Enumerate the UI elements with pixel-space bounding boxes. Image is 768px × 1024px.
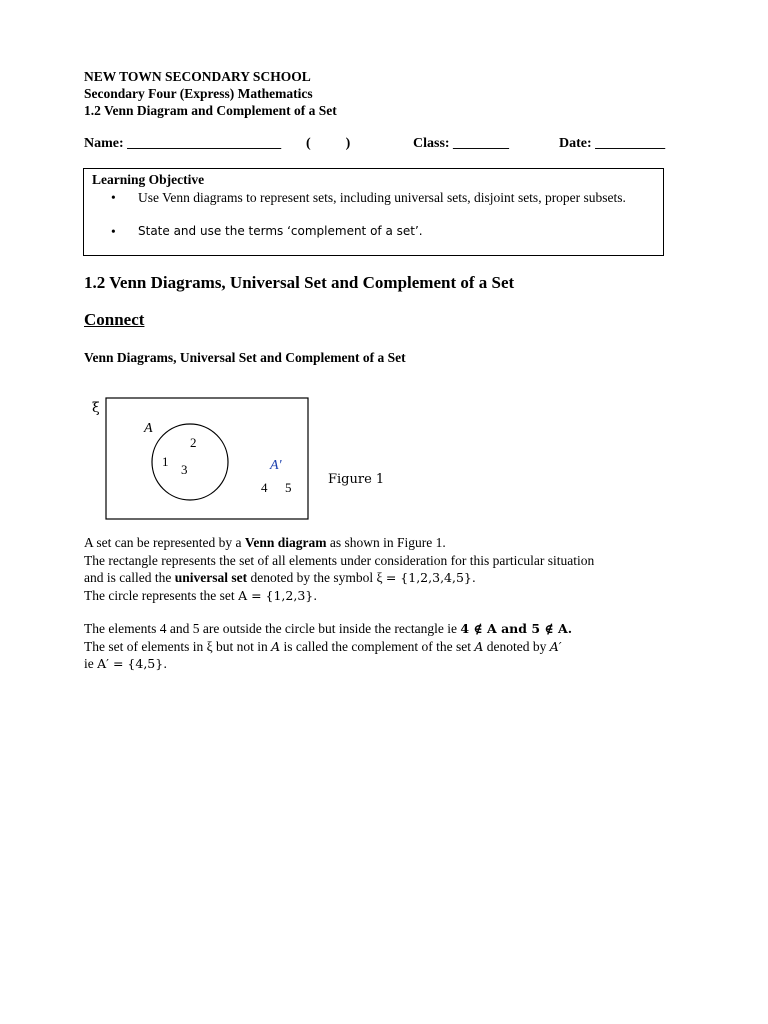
math-var: A [271, 638, 281, 654]
element-5: 5 [285, 480, 292, 495]
text-run: denoted by [483, 638, 550, 654]
set-a-math: A = {1,2,3}. [238, 587, 318, 603]
text-run: The circle represents the set [84, 587, 239, 603]
paragraph-line [84, 534, 594, 552]
bullet-icon: • [111, 190, 116, 205]
topic-title: 1.2 Venn Diagram and Complement of a Set [84, 103, 337, 118]
bullet-icon: • [111, 224, 116, 239]
paragraph-line [84, 587, 594, 605]
paragraph-venn-explanation [84, 534, 594, 604]
text-run: denoted by the symbol ξ [247, 570, 386, 585]
element-1: 1 [162, 454, 169, 469]
text-run: The set of elements in ξ but not in [84, 638, 272, 654]
not-element-math: 4 ∉ A and 5 ∉ A. [460, 621, 573, 636]
objective-item [111, 189, 653, 206]
objective-item-text: Use Venn diagrams to represent sets, including universal sets, disjoint sets, proper subsets. [138, 190, 626, 205]
paragraph-line [84, 655, 572, 673]
section-title: 1.2 Venn Diagrams, Universal Set and Complement of a Set [84, 273, 515, 292]
paragraph-line: The rectangle represents the set of all elements under consideration for this particular situation [84, 552, 595, 568]
figure-caption: Figure 1 [328, 472, 385, 487]
learning-objective-box [83, 168, 664, 256]
math-var: A′ [549, 638, 562, 654]
paragraph-line [84, 569, 594, 587]
math-var: A [474, 638, 484, 654]
index-number-field: ( ) [306, 136, 351, 151]
element-3: 3 [181, 462, 188, 477]
complement-set-math: A′ = {4,5}. [97, 656, 168, 671]
class-field: Class: ________ [413, 136, 510, 151]
element-2: 2 [190, 435, 197, 450]
venn-diagram-term: Venn diagram [244, 535, 327, 550]
name-field: Name: ______________________ [84, 136, 282, 151]
venn-diagram [84, 390, 404, 524]
connect-heading: Connect [84, 310, 145, 329]
school-name: NEW TOWN SECONDARY SCHOOL [84, 69, 311, 84]
universal-set-term: universal set [174, 570, 248, 585]
paragraph-complement-explanation [84, 620, 572, 673]
paragraph-line [84, 638, 572, 656]
learning-objective-title: Learning Objective [92, 172, 205, 187]
course-name: Secondary Four (Express) Mathematics [84, 86, 313, 101]
set-a-label: A [144, 421, 153, 436]
objective-item [111, 223, 653, 240]
universal-set-math: = {1,2,3,4,5}. [385, 570, 476, 585]
subheading: Venn Diagrams, Universal Set and Complement of a Set [84, 350, 406, 365]
paragraph-line [84, 620, 572, 638]
date-field: Date: __________ [559, 136, 666, 151]
text-run: ie [84, 656, 98, 671]
objective-item-text: State and use the terms ‘complement of a set’. [138, 224, 423, 238]
text-run: and is called the [84, 570, 175, 585]
text-run: is called the complement of the set [280, 638, 475, 654]
text-run: The elements 4 and 5 are outside the circle but inside the rectangle ie [84, 621, 461, 636]
universal-set-symbol: ξ [92, 400, 100, 416]
text-run: as shown in Figure 1. [326, 535, 446, 550]
complement-label: A' [270, 458, 282, 473]
element-4: 4 [261, 480, 268, 495]
text-run: A set can be represented by a [84, 535, 245, 550]
